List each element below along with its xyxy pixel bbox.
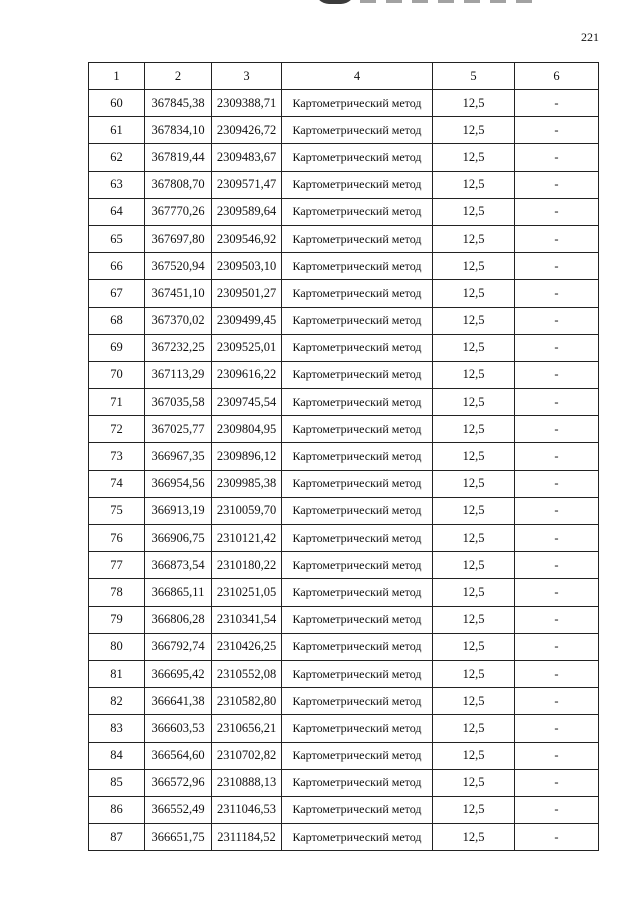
x-coordinate-cell: 367025,77 (145, 416, 212, 443)
table-row (89, 688, 599, 715)
note-cell: - (515, 90, 599, 117)
accuracy-cell: 12,5 (433, 470, 515, 497)
table-row (89, 606, 599, 633)
method-cell: Картометрический метод (282, 769, 433, 796)
accuracy-cell: 12,5 (433, 769, 515, 796)
accuracy-cell: 12,5 (433, 144, 515, 171)
accuracy-cell: 12,5 (433, 796, 515, 823)
x-coordinate-cell: 367845,38 (145, 90, 212, 117)
y-coordinate-cell: 2311184,52 (212, 824, 282, 851)
point-number-cell: 65 (89, 225, 145, 252)
point-number-cell: 75 (89, 497, 145, 524)
note-cell: - (515, 416, 599, 443)
y-coordinate-cell: 2310180,22 (212, 552, 282, 579)
column-header: 1 (89, 63, 145, 90)
point-number-cell: 81 (89, 660, 145, 687)
method-cell: Картометрический метод (282, 334, 433, 361)
note-cell: - (515, 361, 599, 388)
accuracy-cell: 12,5 (433, 525, 515, 552)
accuracy-cell: 12,5 (433, 389, 515, 416)
x-coordinate-cell: 367370,02 (145, 307, 212, 334)
table-row (89, 742, 599, 769)
table-row (89, 225, 599, 252)
point-number-cell: 86 (89, 796, 145, 823)
y-coordinate-cell: 2310552,08 (212, 660, 282, 687)
method-cell: Картометрический метод (282, 253, 433, 280)
accuracy-cell: 12,5 (433, 633, 515, 660)
table-row (89, 198, 599, 225)
table-row (89, 525, 599, 552)
x-coordinate-cell: 366695,42 (145, 660, 212, 687)
note-cell: - (515, 715, 599, 742)
point-number-cell: 73 (89, 443, 145, 470)
column-header: 4 (282, 63, 433, 90)
accuracy-cell: 12,5 (433, 171, 515, 198)
table-row (89, 253, 599, 280)
y-coordinate-cell: 2310059,70 (212, 497, 282, 524)
note-cell: - (515, 171, 599, 198)
accuracy-cell: 12,5 (433, 688, 515, 715)
accuracy-cell: 12,5 (433, 715, 515, 742)
x-coordinate-cell: 366641,38 (145, 688, 212, 715)
x-coordinate-cell: 366564,60 (145, 742, 212, 769)
accuracy-cell: 12,5 (433, 416, 515, 443)
method-cell: Картометрический метод (282, 497, 433, 524)
method-cell: Картометрический метод (282, 361, 433, 388)
accuracy-cell: 12,5 (433, 198, 515, 225)
y-coordinate-cell: 2310251,05 (212, 579, 282, 606)
x-coordinate-cell: 366552,49 (145, 796, 212, 823)
point-number-cell: 87 (89, 824, 145, 851)
accuracy-cell: 12,5 (433, 361, 515, 388)
table-row (89, 470, 599, 497)
x-coordinate-cell: 366806,28 (145, 606, 212, 633)
y-coordinate-cell: 2310341,54 (212, 606, 282, 633)
point-number-cell: 72 (89, 416, 145, 443)
point-number-cell: 66 (89, 253, 145, 280)
column-header: 2 (145, 63, 212, 90)
point-number-cell: 64 (89, 198, 145, 225)
point-number-cell: 82 (89, 688, 145, 715)
x-coordinate-cell: 366651,75 (145, 824, 212, 851)
accuracy-cell: 12,5 (433, 280, 515, 307)
x-coordinate-cell: 367520,94 (145, 253, 212, 280)
note-cell: - (515, 117, 599, 144)
table-row (89, 334, 599, 361)
method-cell: Картометрический метод (282, 198, 433, 225)
method-cell: Картометрический метод (282, 443, 433, 470)
note-cell: - (515, 389, 599, 416)
note-cell: - (515, 552, 599, 579)
method-cell: Картометрический метод (282, 416, 433, 443)
x-coordinate-cell: 366906,75 (145, 525, 212, 552)
note-cell: - (515, 606, 599, 633)
method-cell: Картометрический метод (282, 796, 433, 823)
column-header: 6 (515, 63, 599, 90)
method-cell: Картометрический метод (282, 688, 433, 715)
note-cell: - (515, 633, 599, 660)
page-number: 221 (581, 30, 599, 44)
x-coordinate-cell: 366967,35 (145, 443, 212, 470)
scan-artifact-dashes (360, 0, 540, 3)
point-number-cell: 74 (89, 470, 145, 497)
y-coordinate-cell: 2309499,45 (212, 307, 282, 334)
table-header (89, 63, 599, 90)
point-number-cell: 69 (89, 334, 145, 361)
point-number-cell: 68 (89, 307, 145, 334)
table-row (89, 117, 599, 144)
point-number-cell: 85 (89, 769, 145, 796)
table-row (89, 307, 599, 334)
point-number-cell: 61 (89, 117, 145, 144)
note-cell: - (515, 497, 599, 524)
x-coordinate-cell: 366572,96 (145, 769, 212, 796)
y-coordinate-cell: 2309388,71 (212, 90, 282, 117)
method-cell: Картометрический метод (282, 824, 433, 851)
method-cell: Картометрический метод (282, 90, 433, 117)
x-coordinate-cell: 367451,10 (145, 280, 212, 307)
method-cell: Картометрический метод (282, 606, 433, 633)
table-row (89, 633, 599, 660)
method-cell: Картометрический метод (282, 144, 433, 171)
y-coordinate-cell: 2309745,54 (212, 389, 282, 416)
point-number-cell: 62 (89, 144, 145, 171)
accuracy-cell: 12,5 (433, 334, 515, 361)
table-row (89, 280, 599, 307)
accuracy-cell: 12,5 (433, 579, 515, 606)
accuracy-cell: 12,5 (433, 552, 515, 579)
table-body (89, 90, 599, 851)
table-row (89, 579, 599, 606)
note-cell: - (515, 334, 599, 361)
point-number-cell: 84 (89, 742, 145, 769)
note-cell: - (515, 443, 599, 470)
table-row (89, 171, 599, 198)
x-coordinate-cell: 367819,44 (145, 144, 212, 171)
y-coordinate-cell: 2309589,64 (212, 198, 282, 225)
method-cell: Картометрический метод (282, 117, 433, 144)
method-cell: Картометрический метод (282, 660, 433, 687)
y-coordinate-cell: 2309426,72 (212, 117, 282, 144)
table-row (89, 361, 599, 388)
table-row (89, 416, 599, 443)
method-cell: Картометрический метод (282, 633, 433, 660)
accuracy-cell: 12,5 (433, 307, 515, 334)
table-row (89, 552, 599, 579)
note-cell: - (515, 579, 599, 606)
table-row (89, 715, 599, 742)
accuracy-cell: 12,5 (433, 660, 515, 687)
accuracy-cell: 12,5 (433, 225, 515, 252)
y-coordinate-cell: 2310656,21 (212, 715, 282, 742)
y-coordinate-cell: 2309616,22 (212, 361, 282, 388)
x-coordinate-cell: 366873,54 (145, 552, 212, 579)
table-row (89, 497, 599, 524)
method-cell: Картометрический метод (282, 579, 433, 606)
y-coordinate-cell: 2309896,12 (212, 443, 282, 470)
y-coordinate-cell: 2310426,25 (212, 633, 282, 660)
point-number-cell: 78 (89, 579, 145, 606)
method-cell: Картометрический метод (282, 470, 433, 497)
x-coordinate-cell: 366603,53 (145, 715, 212, 742)
note-cell: - (515, 742, 599, 769)
method-cell: Картометрический метод (282, 525, 433, 552)
note-cell: - (515, 253, 599, 280)
accuracy-cell: 12,5 (433, 824, 515, 851)
y-coordinate-cell: 2309546,92 (212, 225, 282, 252)
x-coordinate-cell: 366913,19 (145, 497, 212, 524)
accuracy-cell: 12,5 (433, 443, 515, 470)
point-number-cell: 67 (89, 280, 145, 307)
y-coordinate-cell: 2310702,82 (212, 742, 282, 769)
x-coordinate-cell: 366792,74 (145, 633, 212, 660)
table-row (89, 90, 599, 117)
x-coordinate-cell: 366954,56 (145, 470, 212, 497)
y-coordinate-cell: 2309571,47 (212, 171, 282, 198)
point-number-cell: 77 (89, 552, 145, 579)
y-coordinate-cell: 2310121,42 (212, 525, 282, 552)
table-row (89, 769, 599, 796)
column-header: 3 (212, 63, 282, 90)
note-cell: - (515, 525, 599, 552)
point-number-cell: 83 (89, 715, 145, 742)
note-cell: - (515, 225, 599, 252)
note-cell: - (515, 470, 599, 497)
coordinates-table (88, 62, 599, 851)
method-cell: Картометрический метод (282, 225, 433, 252)
table-row (89, 660, 599, 687)
header-row (89, 63, 599, 90)
method-cell: Картометрический метод (282, 307, 433, 334)
point-number-cell: 79 (89, 606, 145, 633)
table-row (89, 389, 599, 416)
x-coordinate-cell: 367808,70 (145, 171, 212, 198)
accuracy-cell: 12,5 (433, 90, 515, 117)
table-row (89, 144, 599, 171)
method-cell: Картометрический метод (282, 742, 433, 769)
x-coordinate-cell: 367834,10 (145, 117, 212, 144)
accuracy-cell: 12,5 (433, 253, 515, 280)
scan-artifact-mark (315, 0, 355, 4)
column-header: 5 (433, 63, 515, 90)
accuracy-cell: 12,5 (433, 497, 515, 524)
y-coordinate-cell: 2311046,53 (212, 796, 282, 823)
point-number-cell: 76 (89, 525, 145, 552)
y-coordinate-cell: 2309501,27 (212, 280, 282, 307)
method-cell: Картометрический метод (282, 552, 433, 579)
y-coordinate-cell: 2309525,01 (212, 334, 282, 361)
table-row (89, 824, 599, 851)
note-cell: - (515, 660, 599, 687)
point-number-cell: 80 (89, 633, 145, 660)
y-coordinate-cell: 2310888,13 (212, 769, 282, 796)
table-row (89, 443, 599, 470)
method-cell: Картометрический метод (282, 171, 433, 198)
note-cell: - (515, 144, 599, 171)
note-cell: - (515, 280, 599, 307)
note-cell: - (515, 796, 599, 823)
method-cell: Картометрический метод (282, 715, 433, 742)
point-number-cell: 70 (89, 361, 145, 388)
y-coordinate-cell: 2309985,38 (212, 470, 282, 497)
accuracy-cell: 12,5 (433, 117, 515, 144)
y-coordinate-cell: 2309503,10 (212, 253, 282, 280)
x-coordinate-cell: 367113,29 (145, 361, 212, 388)
x-coordinate-cell: 367770,26 (145, 198, 212, 225)
table-row (89, 796, 599, 823)
point-number-cell: 63 (89, 171, 145, 198)
x-coordinate-cell: 367232,25 (145, 334, 212, 361)
note-cell: - (515, 688, 599, 715)
method-cell: Картометрический метод (282, 389, 433, 416)
note-cell: - (515, 769, 599, 796)
note-cell: - (515, 307, 599, 334)
y-coordinate-cell: 2309804,95 (212, 416, 282, 443)
y-coordinate-cell: 2310582,80 (212, 688, 282, 715)
accuracy-cell: 12,5 (433, 606, 515, 633)
point-number-cell: 60 (89, 90, 145, 117)
note-cell: - (515, 198, 599, 225)
x-coordinate-cell: 367697,80 (145, 225, 212, 252)
x-coordinate-cell: 366865,11 (145, 579, 212, 606)
method-cell: Картометрический метод (282, 280, 433, 307)
point-number-cell: 71 (89, 389, 145, 416)
x-coordinate-cell: 367035,58 (145, 389, 212, 416)
accuracy-cell: 12,5 (433, 742, 515, 769)
y-coordinate-cell: 2309483,67 (212, 144, 282, 171)
note-cell: - (515, 824, 599, 851)
